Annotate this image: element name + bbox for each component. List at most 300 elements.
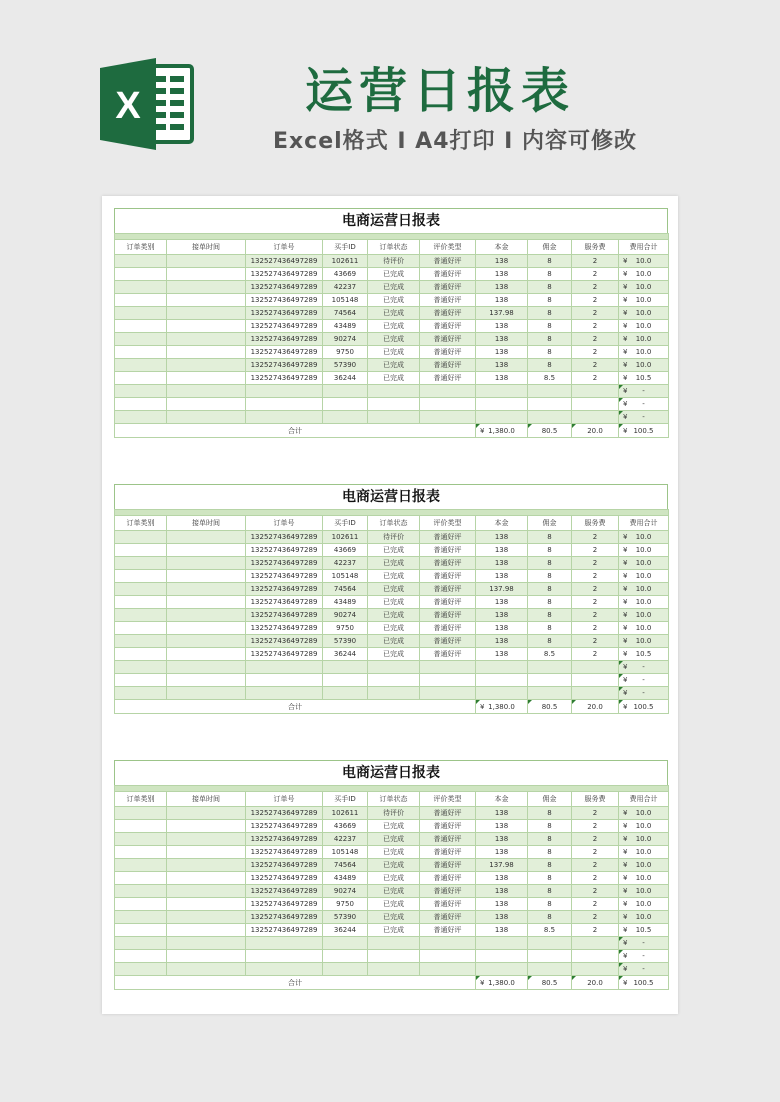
table-cell[interactable]: 已完成	[368, 557, 420, 570]
table-cell[interactable]	[115, 320, 167, 333]
table-cell[interactable]: 8.5	[528, 648, 572, 661]
table-cell[interactable]	[619, 898, 669, 911]
table-cell[interactable]	[115, 807, 167, 820]
table-cell[interactable]	[323, 687, 368, 700]
table-cell[interactable]	[246, 950, 323, 963]
table-cell[interactable]	[619, 911, 669, 924]
table-cell[interactable]	[115, 411, 167, 424]
table-cell[interactable]	[115, 294, 167, 307]
table-cell[interactable]: 132527436497289	[246, 346, 323, 359]
table-cell[interactable]	[619, 398, 669, 411]
table-cell[interactable]	[167, 833, 246, 846]
table-cell[interactable]: 132527436497289	[246, 320, 323, 333]
table-cell[interactable]	[115, 937, 167, 950]
table-cell[interactable]: 2	[572, 872, 619, 885]
table-cell[interactable]: 8	[528, 846, 572, 859]
table-cell[interactable]: 8	[528, 281, 572, 294]
table-cell[interactable]: 8.5	[528, 924, 572, 937]
table-cell[interactable]: 已完成	[368, 544, 420, 557]
table-cell[interactable]	[619, 950, 669, 963]
table-cell[interactable]: 42237	[323, 557, 368, 570]
table-cell[interactable]: 138	[476, 807, 528, 820]
table-cell[interactable]: 待评价	[368, 255, 420, 268]
table-cell[interactable]	[619, 807, 669, 820]
table-cell[interactable]	[619, 544, 669, 557]
table-cell[interactable]	[619, 674, 669, 687]
table-cell[interactable]	[167, 687, 246, 700]
table-cell[interactable]: 8	[528, 544, 572, 557]
table-cell[interactable]: 8	[528, 911, 572, 924]
table-cell[interactable]	[115, 846, 167, 859]
table-cell[interactable]: 8	[528, 531, 572, 544]
table-cell[interactable]	[528, 661, 572, 674]
table-cell[interactable]	[323, 661, 368, 674]
table-cell[interactable]: 8	[528, 255, 572, 268]
table-cell[interactable]: 36244	[323, 648, 368, 661]
table-cell[interactable]	[572, 398, 619, 411]
table-cell[interactable]	[619, 531, 669, 544]
table-cell[interactable]: 已完成	[368, 596, 420, 609]
table-cell[interactable]: 普通好评	[420, 820, 476, 833]
table-cell[interactable]: 132527436497289	[246, 911, 323, 924]
table-cell[interactable]: 57390	[323, 911, 368, 924]
table-cell[interactable]: 132527436497289	[246, 294, 323, 307]
table-cell[interactable]	[572, 385, 619, 398]
table-cell[interactable]: 138	[476, 255, 528, 268]
table-cell[interactable]	[115, 531, 167, 544]
table-cell[interactable]	[619, 872, 669, 885]
table-cell[interactable]	[115, 609, 167, 622]
table-cell[interactable]	[476, 661, 528, 674]
table-cell[interactable]: 普通好评	[420, 255, 476, 268]
table-cell[interactable]	[167, 635, 246, 648]
table-cell[interactable]: 2	[572, 359, 619, 372]
table-cell[interactable]: 已完成	[368, 333, 420, 346]
table-cell[interactable]	[246, 674, 323, 687]
table-cell[interactable]	[619, 661, 669, 674]
table-cell[interactable]	[246, 398, 323, 411]
total-fee[interactable]	[619, 700, 669, 714]
table-cell[interactable]	[115, 544, 167, 557]
table-cell[interactable]: 普通好评	[420, 596, 476, 609]
table-cell[interactable]	[167, 596, 246, 609]
table-cell[interactable]: 已完成	[368, 911, 420, 924]
total-fee[interactable]	[619, 424, 669, 438]
table-cell[interactable]	[420, 687, 476, 700]
table-cell[interactable]	[167, 372, 246, 385]
table-cell[interactable]	[323, 398, 368, 411]
table-cell[interactable]: 2	[572, 268, 619, 281]
table-cell[interactable]: 90274	[323, 885, 368, 898]
table-cell[interactable]: 普通好评	[420, 807, 476, 820]
table-cell[interactable]	[167, 622, 246, 635]
table-cell[interactable]: 8.5	[528, 372, 572, 385]
table-cell[interactable]: 8	[528, 333, 572, 346]
table-cell[interactable]: 普通好评	[420, 872, 476, 885]
table-cell[interactable]: 138	[476, 924, 528, 937]
table-cell[interactable]	[619, 307, 669, 320]
table-cell[interactable]: 132527436497289	[246, 872, 323, 885]
table-cell[interactable]	[115, 635, 167, 648]
table-cell[interactable]	[167, 385, 246, 398]
table-cell[interactable]: 132527436497289	[246, 268, 323, 281]
table-cell[interactable]	[368, 661, 420, 674]
table-cell[interactable]: 8	[528, 268, 572, 281]
total-principal[interactable]	[476, 700, 528, 714]
table-cell[interactable]	[167, 544, 246, 557]
table-cell[interactable]	[368, 687, 420, 700]
table-cell[interactable]: 2	[572, 346, 619, 359]
table-cell[interactable]: 2	[572, 859, 619, 872]
table-cell[interactable]: 普通好评	[420, 320, 476, 333]
table-cell[interactable]: 132527436497289	[246, 648, 323, 661]
table-cell[interactable]: 43489	[323, 320, 368, 333]
table-cell[interactable]: 已完成	[368, 648, 420, 661]
table-cell[interactable]	[115, 255, 167, 268]
table-cell[interactable]: 8	[528, 570, 572, 583]
table-cell[interactable]: 8	[528, 820, 572, 833]
table-cell[interactable]	[368, 963, 420, 976]
table-cell[interactable]: 74564	[323, 583, 368, 596]
table-cell[interactable]	[368, 937, 420, 950]
table-cell[interactable]	[420, 398, 476, 411]
table-cell[interactable]	[619, 833, 669, 846]
table-cell[interactable]: 已完成	[368, 885, 420, 898]
table-cell[interactable]: 138	[476, 359, 528, 372]
table-cell[interactable]	[167, 807, 246, 820]
table-cell[interactable]: 36244	[323, 372, 368, 385]
table-cell[interactable]	[167, 872, 246, 885]
table-cell[interactable]: 2	[572, 609, 619, 622]
table-cell[interactable]: 普通好评	[420, 635, 476, 648]
table-cell[interactable]: 普通好评	[420, 846, 476, 859]
table-cell[interactable]	[167, 255, 246, 268]
table-cell[interactable]: 普通好评	[420, 372, 476, 385]
table-cell[interactable]: 42237	[323, 833, 368, 846]
table-cell[interactable]	[572, 950, 619, 963]
table-cell[interactable]: 普通好评	[420, 346, 476, 359]
table-cell[interactable]	[246, 661, 323, 674]
table-cell[interactable]: 138	[476, 346, 528, 359]
table-cell[interactable]	[167, 885, 246, 898]
table-cell[interactable]	[167, 570, 246, 583]
table-cell[interactable]: 132527436497289	[246, 596, 323, 609]
table-cell[interactable]: 138	[476, 372, 528, 385]
table-cell[interactable]	[528, 937, 572, 950]
table-cell[interactable]: 8	[528, 807, 572, 820]
table-cell[interactable]: 13252743649728​9	[246, 531, 323, 544]
table-cell[interactable]	[619, 333, 669, 346]
table-cell[interactable]: 132527436497289	[246, 635, 323, 648]
table-cell[interactable]	[323, 937, 368, 950]
table-cell[interactable]: 74564	[323, 859, 368, 872]
table-cell[interactable]: 8	[528, 609, 572, 622]
table-cell[interactable]	[619, 255, 669, 268]
table-cell[interactable]	[167, 307, 246, 320]
table-cell[interactable]: 137.98	[476, 583, 528, 596]
table-cell[interactable]: 138	[476, 885, 528, 898]
table-cell[interactable]: 8	[528, 294, 572, 307]
table-cell[interactable]	[115, 661, 167, 674]
table-cell[interactable]: 132527436497289	[246, 924, 323, 937]
table-cell[interactable]: 8	[528, 596, 572, 609]
table-cell[interactable]: 74564	[323, 307, 368, 320]
table-cell[interactable]	[619, 320, 669, 333]
table-cell[interactable]	[323, 385, 368, 398]
table-cell[interactable]: 普通好评	[420, 911, 476, 924]
table-cell[interactable]: 普通好评	[420, 294, 476, 307]
table-cell[interactable]: 2	[572, 635, 619, 648]
table-cell[interactable]	[167, 911, 246, 924]
table-cell[interactable]	[476, 674, 528, 687]
table-cell[interactable]: 132527436497289	[246, 833, 323, 846]
table-cell[interactable]: 102611	[323, 807, 368, 820]
table-cell[interactable]: 57390	[323, 635, 368, 648]
table-cell[interactable]: 132527436497289	[246, 622, 323, 635]
table-cell[interactable]: 8	[528, 622, 572, 635]
table-cell[interactable]	[476, 950, 528, 963]
table-cell[interactable]	[572, 963, 619, 976]
table-cell[interactable]: 8	[528, 359, 572, 372]
table-cell[interactable]	[115, 596, 167, 609]
table-cell[interactable]	[572, 411, 619, 424]
table-cell[interactable]: 138	[476, 846, 528, 859]
table-cell[interactable]	[167, 609, 246, 622]
table-cell[interactable]	[115, 583, 167, 596]
table-cell[interactable]	[167, 411, 246, 424]
table-cell[interactable]: 已完成	[368, 846, 420, 859]
table-cell[interactable]	[420, 937, 476, 950]
table-cell[interactable]	[115, 557, 167, 570]
table-cell[interactable]	[619, 346, 669, 359]
table-cell[interactable]	[619, 557, 669, 570]
table-cell[interactable]: 2	[572, 320, 619, 333]
table-cell[interactable]	[115, 372, 167, 385]
table-cell[interactable]	[167, 924, 246, 937]
table-cell[interactable]: 8	[528, 307, 572, 320]
total-commission[interactable]	[528, 700, 572, 714]
table-cell[interactable]: 2	[572, 898, 619, 911]
table-cell[interactable]: 普通好评	[420, 570, 476, 583]
table-cell[interactable]: 137.98	[476, 307, 528, 320]
table-cell[interactable]	[619, 622, 669, 635]
table-cell[interactable]: 137.98	[476, 859, 528, 872]
table-cell[interactable]: 90274	[323, 609, 368, 622]
table-cell[interactable]	[619, 385, 669, 398]
table-cell[interactable]: 2	[572, 833, 619, 846]
table-cell[interactable]	[619, 937, 669, 950]
table-cell[interactable]: 105148	[323, 294, 368, 307]
table-cell[interactable]: 待评价	[368, 531, 420, 544]
table-cell[interactable]	[167, 320, 246, 333]
table-cell[interactable]	[368, 674, 420, 687]
table-cell[interactable]: 138	[476, 320, 528, 333]
table-cell[interactable]: 普通好评	[420, 268, 476, 281]
table-cell[interactable]	[115, 648, 167, 661]
table-cell[interactable]: 普通好评	[420, 833, 476, 846]
table-cell[interactable]: 132527436497289	[246, 570, 323, 583]
table-cell[interactable]: 普通好评	[420, 544, 476, 557]
table-cell[interactable]	[115, 872, 167, 885]
table-cell[interactable]: 普通好评	[420, 859, 476, 872]
table-cell[interactable]: 138	[476, 294, 528, 307]
table-cell[interactable]	[528, 950, 572, 963]
table-cell[interactable]: 36244	[323, 924, 368, 937]
table-cell[interactable]	[115, 687, 167, 700]
table-cell[interactable]: 9750	[323, 346, 368, 359]
table-cell[interactable]: 普通好评	[420, 622, 476, 635]
table-cell[interactable]	[115, 924, 167, 937]
table-cell[interactable]	[476, 687, 528, 700]
table-cell[interactable]	[619, 583, 669, 596]
table-cell[interactable]: 138	[476, 268, 528, 281]
table-cell[interactable]: 132527436497289	[246, 307, 323, 320]
table-cell[interactable]: 2	[572, 911, 619, 924]
table-cell[interactable]: 102611	[323, 255, 368, 268]
table-cell[interactable]: 普通好评	[420, 609, 476, 622]
table-cell[interactable]: 已完成	[368, 268, 420, 281]
table-cell[interactable]: 132527436497289	[246, 846, 323, 859]
table-cell[interactable]: 2	[572, 583, 619, 596]
table-cell[interactable]: 102611	[323, 531, 368, 544]
table-cell[interactable]	[167, 674, 246, 687]
table-cell[interactable]	[115, 281, 167, 294]
table-cell[interactable]	[167, 333, 246, 346]
table-cell[interactable]	[167, 661, 246, 674]
table-cell[interactable]: 8	[528, 833, 572, 846]
table-cell[interactable]	[167, 950, 246, 963]
table-cell[interactable]	[115, 963, 167, 976]
table-cell[interactable]: 132527436497289	[246, 544, 323, 557]
table-cell[interactable]	[115, 950, 167, 963]
total-service[interactable]	[572, 976, 619, 990]
table-cell[interactable]	[528, 385, 572, 398]
table-cell[interactable]: 已完成	[368, 609, 420, 622]
table-cell[interactable]: 2	[572, 570, 619, 583]
table-cell[interactable]: 8	[528, 872, 572, 885]
table-cell[interactable]: 2	[572, 924, 619, 937]
table-cell[interactable]	[167, 963, 246, 976]
table-cell[interactable]: 待评价	[368, 807, 420, 820]
table-cell[interactable]	[619, 596, 669, 609]
table-cell[interactable]	[246, 937, 323, 950]
table-cell[interactable]	[167, 846, 246, 859]
table-cell[interactable]	[167, 648, 246, 661]
table-cell[interactable]: 2	[572, 294, 619, 307]
table-cell[interactable]: 2	[572, 622, 619, 635]
table-cell[interactable]	[619, 411, 669, 424]
table-cell[interactable]	[420, 950, 476, 963]
table-cell[interactable]: 43489	[323, 596, 368, 609]
table-cell[interactable]: 42237	[323, 281, 368, 294]
total-principal[interactable]	[476, 976, 528, 990]
total-service[interactable]	[572, 424, 619, 438]
table-cell[interactable]: 普通好评	[420, 333, 476, 346]
table-cell[interactable]: 2	[572, 807, 619, 820]
table-cell[interactable]: 132527436497289	[246, 609, 323, 622]
table-cell[interactable]: 9750	[323, 898, 368, 911]
table-cell[interactable]	[323, 963, 368, 976]
table-cell[interactable]	[528, 674, 572, 687]
table-cell[interactable]: 已完成	[368, 924, 420, 937]
table-cell[interactable]	[167, 937, 246, 950]
table-cell[interactable]: 2	[572, 307, 619, 320]
table-cell[interactable]: 138	[476, 333, 528, 346]
table-cell[interactable]	[115, 833, 167, 846]
table-cell[interactable]	[619, 687, 669, 700]
table-cell[interactable]: 8	[528, 346, 572, 359]
table-cell[interactable]: 105148	[323, 570, 368, 583]
table-cell[interactable]: 132527436497289	[246, 557, 323, 570]
table-cell[interactable]: 已完成	[368, 898, 420, 911]
table-cell[interactable]: 8	[528, 859, 572, 872]
table-cell[interactable]: 已完成	[368, 359, 420, 372]
table-cell[interactable]: 已完成	[368, 346, 420, 359]
table-cell[interactable]	[619, 924, 669, 937]
table-cell[interactable]: 普通好评	[420, 281, 476, 294]
table-cell[interactable]	[167, 281, 246, 294]
table-cell[interactable]: 普通好评	[420, 531, 476, 544]
table-cell[interactable]: 132527436497289	[246, 333, 323, 346]
table-cell[interactable]	[115, 859, 167, 872]
table-cell[interactable]	[528, 411, 572, 424]
table-cell[interactable]	[572, 937, 619, 950]
table-cell[interactable]	[528, 398, 572, 411]
table-cell[interactable]	[246, 687, 323, 700]
table-cell[interactable]	[368, 398, 420, 411]
table-cell[interactable]: 已完成	[368, 307, 420, 320]
table-cell[interactable]	[528, 687, 572, 700]
table-cell[interactable]	[619, 885, 669, 898]
table-cell[interactable]	[368, 385, 420, 398]
table-cell[interactable]	[115, 820, 167, 833]
table-cell[interactable]: 2	[572, 544, 619, 557]
table-cell[interactable]	[115, 898, 167, 911]
table-cell[interactable]	[115, 911, 167, 924]
table-cell[interactable]: 138	[476, 635, 528, 648]
table-cell[interactable]	[167, 557, 246, 570]
table-cell[interactable]: 138	[476, 281, 528, 294]
table-cell[interactable]	[528, 963, 572, 976]
table-cell[interactable]: 8	[528, 557, 572, 570]
table-cell[interactable]: 8	[528, 898, 572, 911]
table-cell[interactable]: 普通好评	[420, 898, 476, 911]
table-cell[interactable]: 普通好评	[420, 885, 476, 898]
table-cell[interactable]: 已完成	[368, 622, 420, 635]
table-cell[interactable]	[167, 268, 246, 281]
table-cell[interactable]: 普通好评	[420, 359, 476, 372]
table-cell[interactable]	[115, 307, 167, 320]
table-cell[interactable]: 已完成	[368, 570, 420, 583]
table-cell[interactable]: 普通好评	[420, 583, 476, 596]
table-cell[interactable]: 138	[476, 872, 528, 885]
table-cell[interactable]: 13252743649728​9	[246, 255, 323, 268]
table-cell[interactable]	[619, 859, 669, 872]
table-cell[interactable]	[619, 372, 669, 385]
table-cell[interactable]	[167, 359, 246, 372]
table-cell[interactable]	[619, 609, 669, 622]
table-cell[interactable]	[115, 346, 167, 359]
table-cell[interactable]	[167, 820, 246, 833]
table-cell[interactable]: 2	[572, 255, 619, 268]
table-cell[interactable]: 138	[476, 622, 528, 635]
table-cell[interactable]	[619, 570, 669, 583]
table-cell[interactable]	[115, 359, 167, 372]
table-cell[interactable]: 43489	[323, 872, 368, 885]
table-cell[interactable]: 8	[528, 583, 572, 596]
table-cell[interactable]: 138	[476, 557, 528, 570]
table-cell[interactable]	[115, 333, 167, 346]
